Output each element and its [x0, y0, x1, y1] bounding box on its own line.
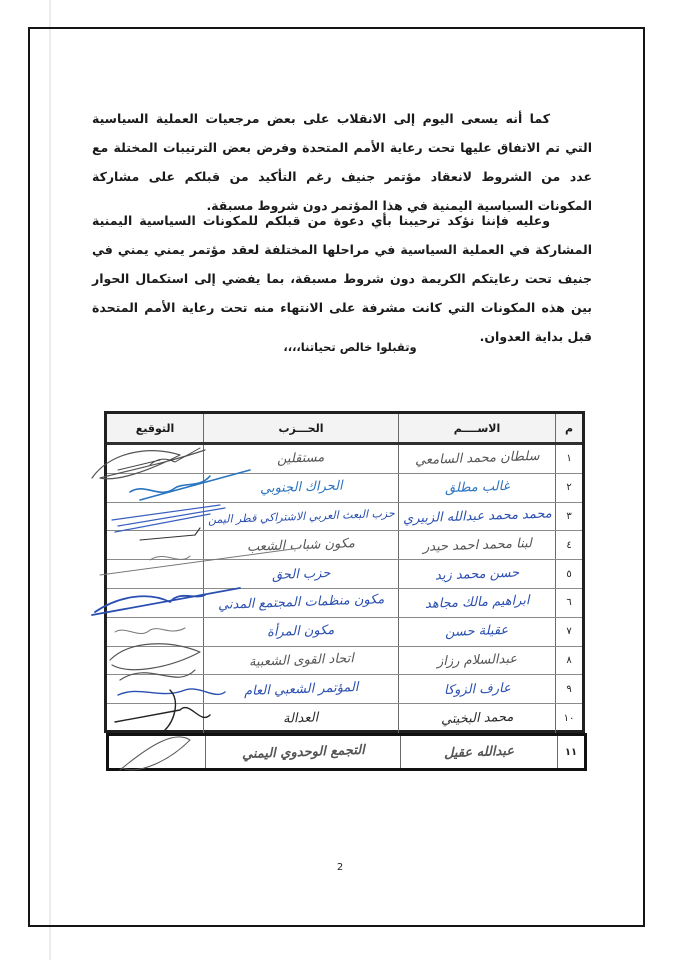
row-name: عبدالله عقيل	[443, 743, 515, 761]
row-party: التجمع الوحدوي اليمني	[241, 742, 365, 762]
row-num: ٦	[555, 589, 582, 617]
row-name: محمد البخيتي	[440, 709, 514, 728]
table-body	[107, 445, 582, 730]
row-signature-cell	[107, 474, 203, 502]
page-number: 2	[336, 862, 344, 873]
row-name: ابراهيم مالك مجاهد	[424, 593, 530, 613]
table-row	[107, 618, 582, 647]
row-signature-cell	[109, 736, 205, 768]
row-num: ١٠	[555, 704, 582, 733]
row-party: مكون منظمات المجتمع المدني	[217, 592, 385, 614]
row-name: عقيلة حسن	[445, 623, 509, 641]
table-row	[107, 589, 582, 618]
row-signature-cell	[107, 704, 203, 733]
header-party: الحـــزب	[203, 414, 398, 442]
row-name: عبدالسلام رزاز	[436, 651, 518, 670]
header-name: الاســــم	[398, 414, 555, 442]
table-row	[107, 647, 582, 676]
row-party: اتحاد القوى الشعبية	[248, 651, 354, 670]
row-name: محمد محمد عبدالله الزبيري	[402, 506, 552, 527]
table-row	[107, 531, 582, 560]
row-signature-cell	[107, 675, 203, 703]
table-row-extra	[106, 733, 587, 771]
table-row	[107, 503, 582, 532]
row-name: غالب مطلق	[444, 479, 510, 497]
table-row	[107, 445, 582, 474]
row-party: العدالة	[283, 710, 319, 727]
row-name: سلطان محمد السامعي	[414, 449, 540, 469]
row-party: الحراك الجنوبي	[259, 478, 343, 497]
row-num: ١	[555, 445, 582, 473]
signatories-table	[104, 411, 585, 733]
row-num: ٣	[555, 503, 582, 531]
row-party: مكون شباب الشعب	[246, 535, 356, 555]
row-num: ١١	[557, 736, 584, 768]
row-party: مكون المرأة	[267, 623, 335, 641]
row-signature-cell	[107, 618, 203, 646]
row-num: ٤	[555, 531, 582, 559]
row-num: ٩	[555, 675, 582, 703]
row-name: لبنا محمد احمد حيدر	[422, 535, 532, 555]
table-row	[107, 675, 582, 704]
row-signature-cell	[107, 647, 203, 675]
row-num: ٥	[555, 560, 582, 588]
row-name: عارف الزوكا	[443, 680, 511, 698]
row-name: حسن محمد زيد	[434, 565, 520, 584]
header-signature: التوقيع	[135, 421, 175, 435]
paragraph-2: وعليه فإننا نؤكد ترحيبنا بأي دعوة من قبلكم للمكونات السياسية اليمنية المشاركة في العملية السياسية في مراحلها المختلفة لعقد مؤتمر يمني يمني في جنيف تحت رعايتكم الكريمة دون شروط مسبقة، بما يفضي إلى استكمال الحوار بين هذه المكونات التي كانت مشرفة على الانتهاء منه تحت رعاية الأمم المتحدة قبل بداية العدوان.	[92, 212, 592, 344]
table-row	[107, 560, 582, 589]
row-num: ٧	[555, 618, 582, 646]
row-signature-cell	[107, 589, 203, 617]
closing-line: وتقبلوا خالص تحياتنا،،،،	[283, 340, 417, 354]
paragraph-1: كما أنه يسعى اليوم إلى الانقلاب على بعض مرجعيات العملية السياسية التي تم الاتفاق عليها تحت رعاية الأمم المتحدة وفرض بعض الترتيبات المختلة مع عدد من الشروط لانعقاد مؤتمر جنيف رغم التأكيد من قبلكم على مشاركة المكونات السياسية اليمنية في هذا المؤتمر دون شروط مسبقة.	[92, 110, 592, 213]
table-row	[107, 704, 582, 733]
header-num: م	[555, 414, 582, 442]
row-party: مستقلين	[277, 450, 325, 468]
row-party: حزب البعث العربي الاشتراكي قطر اليمن	[207, 506, 395, 527]
row-signature-cell	[107, 531, 203, 559]
row-num: ٢	[555, 474, 582, 502]
row-signature-cell	[107, 503, 203, 531]
table-header	[107, 414, 582, 445]
row-signature-cell	[107, 560, 203, 588]
row-signature-cell	[107, 445, 203, 473]
row-party: المؤتمر الشعبي العام	[243, 679, 359, 699]
table-row	[107, 474, 582, 503]
row-party: حزب الحق	[271, 565, 331, 583]
row-num: ٨	[555, 647, 582, 675]
